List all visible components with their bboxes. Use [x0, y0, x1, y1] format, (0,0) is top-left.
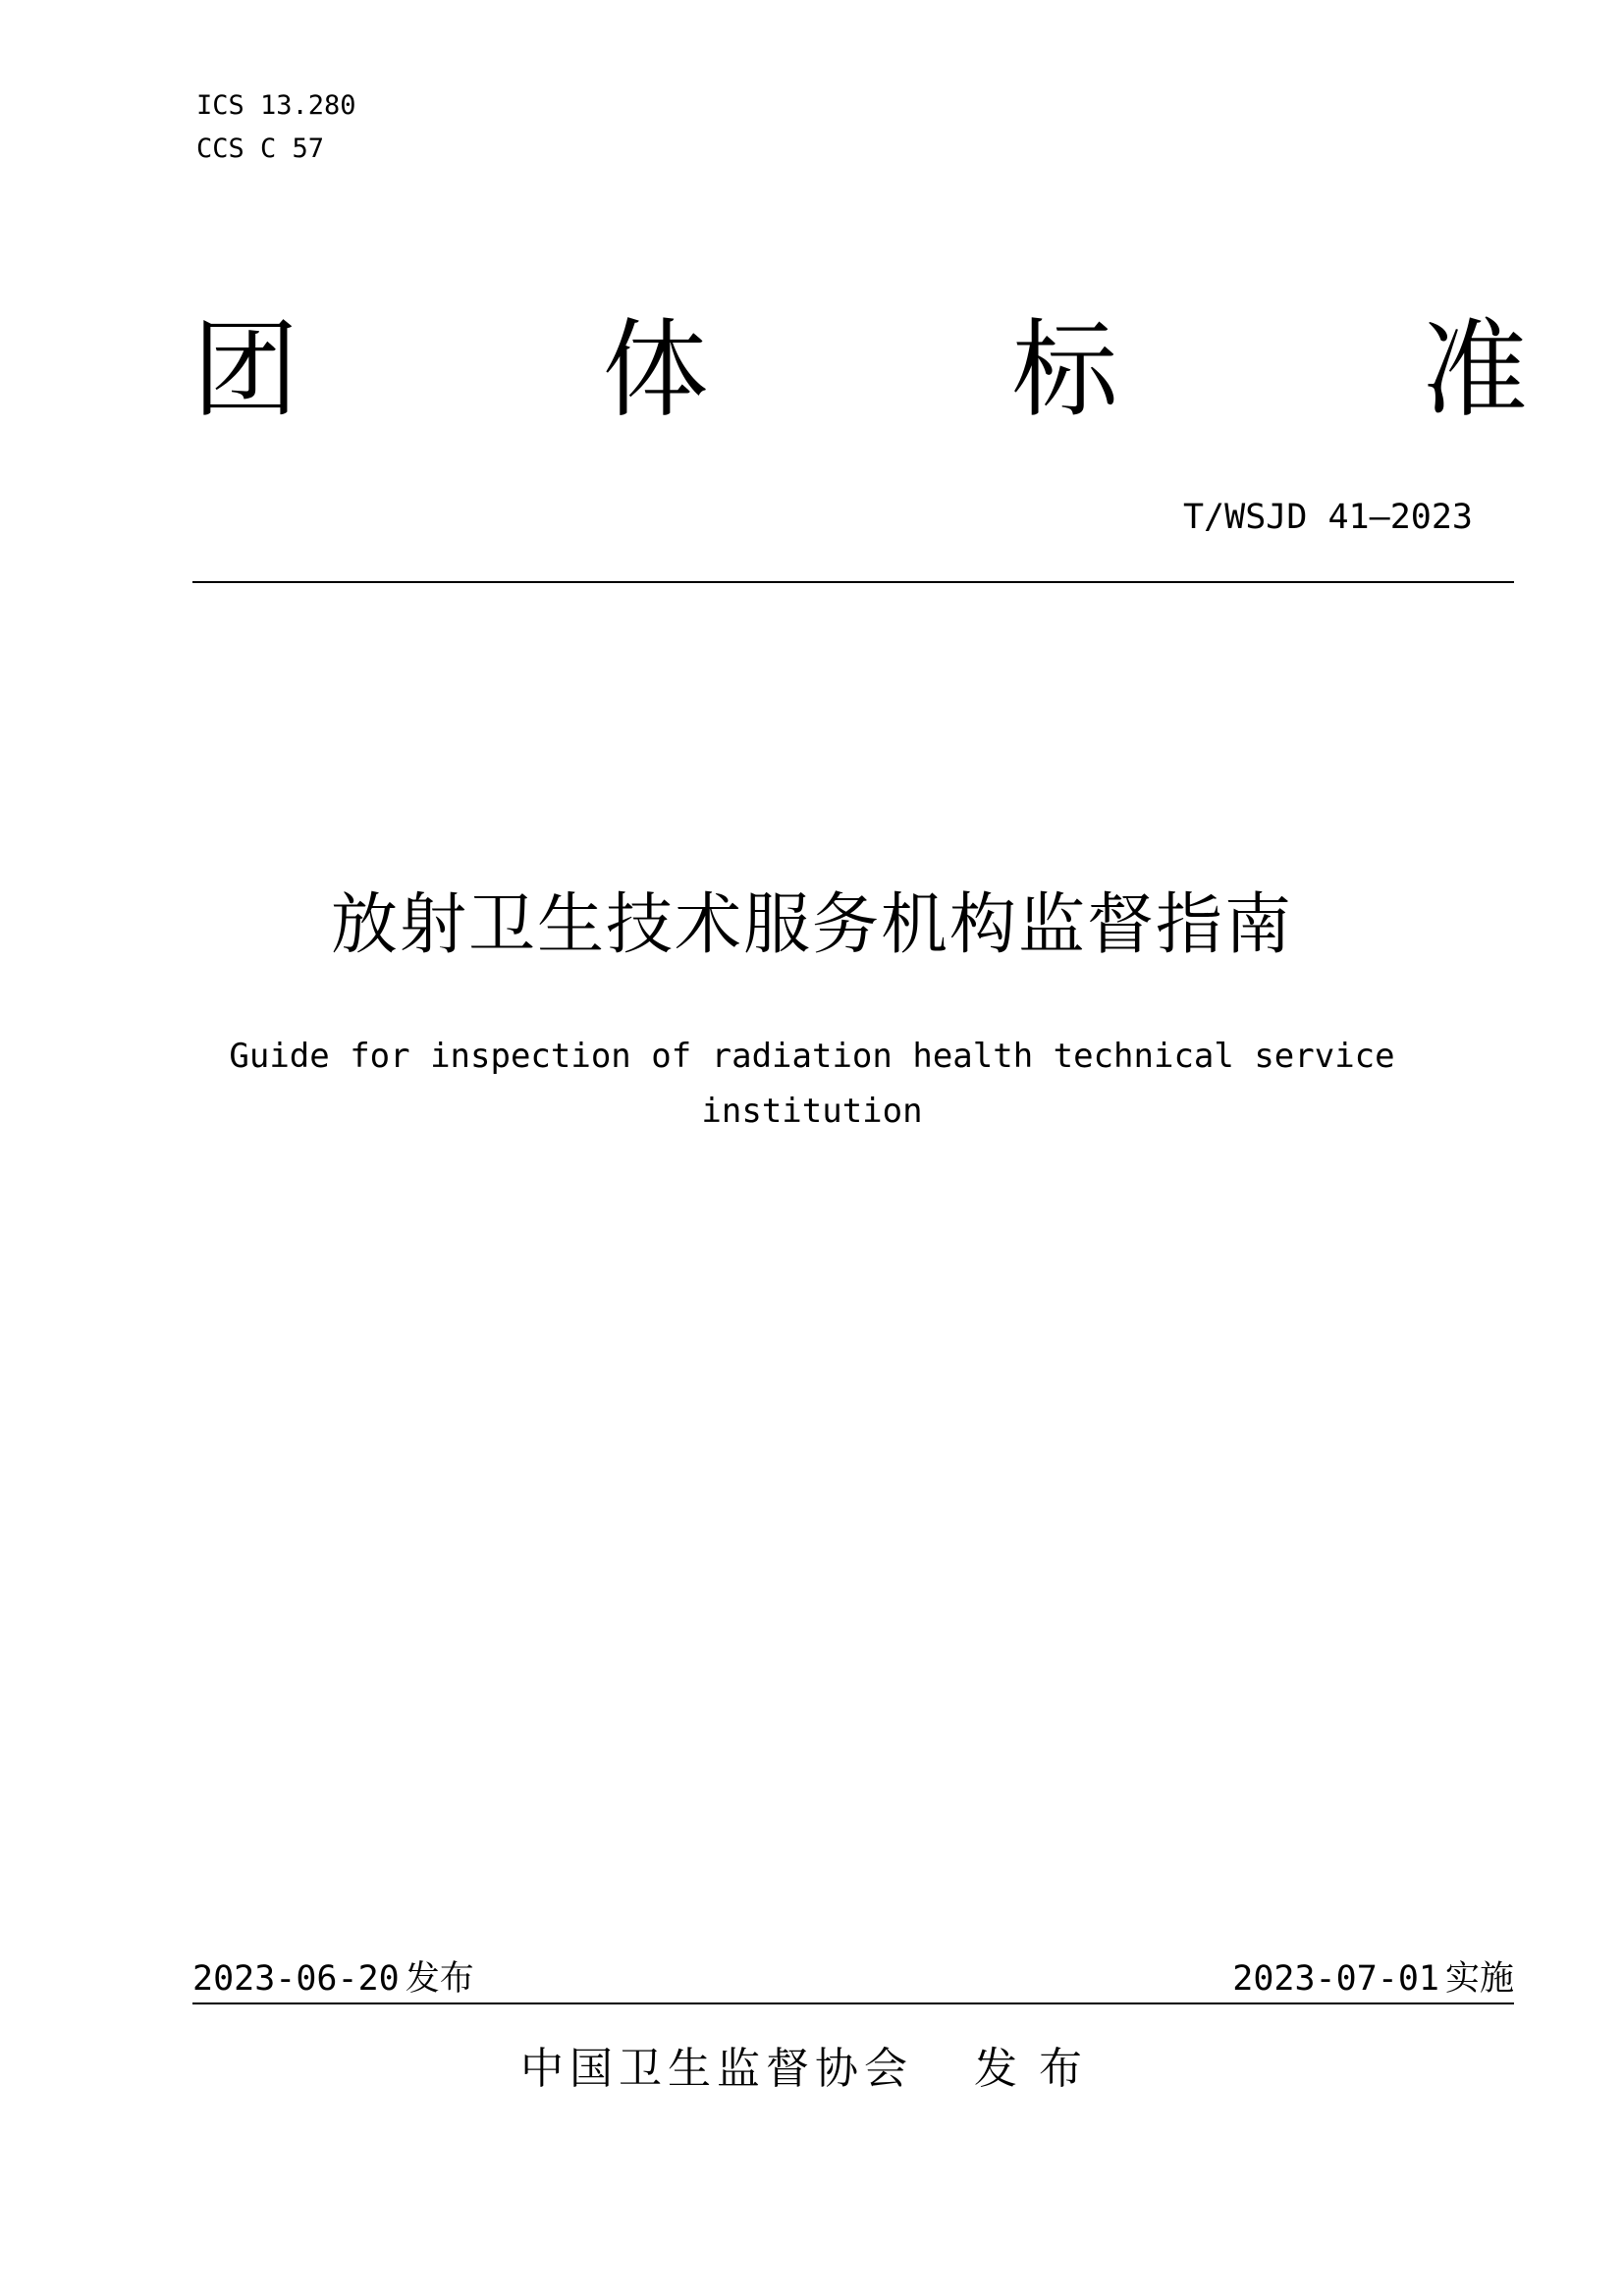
- title-english: [0, 1029, 1624, 1139]
- title-english-line-1: Guide for inspection of radiation health technical service: [229, 1037, 1395, 1076]
- standard-type-char: 准: [1421, 309, 1528, 432]
- standard-type-char: 团: [192, 309, 299, 432]
- standard-type-char: 体: [602, 309, 709, 432]
- footer-divider: [192, 2002, 1514, 2004]
- implementation-label: 实施: [1444, 1959, 1514, 1999]
- issue-date: 2023-06-20: [192, 1959, 400, 1999]
- ics-code: ICS 13.280: [196, 90, 356, 121]
- title-english-line-2: institution: [701, 1092, 923, 1131]
- dates-row: [192, 1955, 1514, 2002]
- publisher-name: 中国卫生监督协会: [520, 2044, 913, 2094]
- ccs-code: CCS C 57: [196, 133, 325, 164]
- implementation-date: 2023-07-01: [1232, 1959, 1439, 1999]
- publisher-action: 发布: [974, 2044, 1104, 2094]
- implementation-date-block: [1232, 1955, 1514, 2002]
- header-divider: [192, 581, 1514, 583]
- standard-type-char: 标: [1011, 309, 1118, 432]
- standard-number: T/WSJD 41—2023: [1182, 498, 1473, 537]
- standard-type-heading: [192, 309, 1528, 432]
- title-chinese: 放射卫生技术服务机构监督指南: [330, 886, 1293, 964]
- classification-codes: [196, 84, 356, 171]
- issue-label: 发布: [405, 1959, 474, 1999]
- publisher-line: [0, 2040, 1624, 2099]
- issue-date-block: [192, 1955, 474, 2002]
